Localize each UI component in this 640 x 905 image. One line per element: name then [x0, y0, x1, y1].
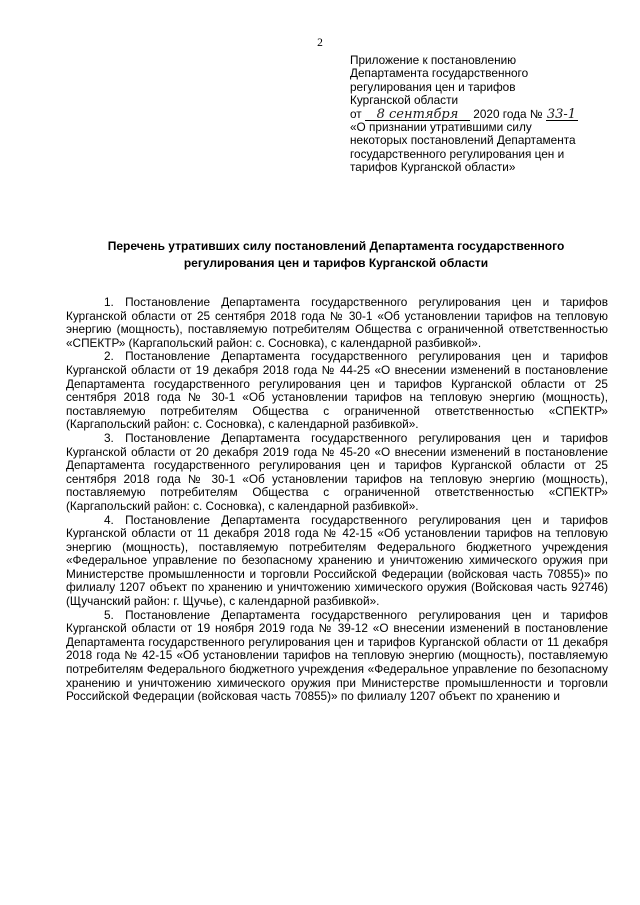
- list-item: 2. Постановление Департамента государственного регулирования цен и тарифов Курганской области от 19 декабря 2018 года № 44-25 «О внесении изменений в постановление Департамента государственного регулирования цен и тарифов Курганской области от 25 сентября 2018 года № 30-1 «Об установлении тарифов на тепловую энергию (мощность), поставляемую потребителям Общества с ограниченной ответственностью «СПЕКТР» (Каргапольский район: с. Сосновка), с календарной разбивкой».: [66, 349, 608, 432]
- appendix-line-2: Департамента государственного: [350, 66, 529, 81]
- list-item: 4. Постановление Департамента государственного регулирования цен и тарифов Курганской области от 11 декабря 2018 года № 42-15 «Об установлении тарифов на тепловую энергию (мощность), поставляемую потребителям Федерального бюджетного учреждения «Федеральное управление по безопасному хранению и уничтожению химического оружия при Министерстве промышленности и торговли Российской Федерации (войсковая часть 70855)» по филиалу 1207 объект по хранению и уничтожению химического оружия (Войсковая часть 92746) (Щучанский район: г. Щучье), с календарной разбивкой».: [66, 512, 608, 609]
- page-number: 2: [317, 37, 323, 49]
- appendix-date-line: [350, 108, 615, 121]
- appendix-line-3: регулирования цен и тарифов: [350, 79, 516, 94]
- handwritten-date: 8 сентября: [365, 109, 470, 121]
- appendix-block: [350, 54, 615, 175]
- date-prefix: от: [350, 106, 362, 121]
- appendix-subject-line-4: тарифов Курганской области»: [350, 160, 516, 175]
- appendix-line-4: Курганской области: [350, 93, 459, 108]
- appendix-subject-line-1: «О признании утратившими силу: [350, 120, 532, 135]
- appendix-subject-line-2: некоторых постановлений Департамента: [350, 133, 576, 148]
- year-text: 2020 года №: [473, 106, 543, 121]
- list-item: 5. Постановление Департамента государственного регулирования цен и тарифов Курганской области от 19 ноября 2019 года № 39-12 «О внесении изменений в постановление Департамента государственного регулирования цен и тарифов Курганской области от 11 декабря 2018 года № 42-15 «Об установлении тарифов на тепловую энергию (мощность), поставляемую потребителям Федерального бюджетного учреждения «Федеральное управление по безопасному хранению и уничтожению химического оружия при Министерстве промышленности и торговли Российской Федерации (войсковая часть 70855)» по филиалу 1207 объект по хранению и: [66, 607, 608, 704]
- list-item: 1. Постановление Департамента государственного регулирования цен и тарифов Курганской области от 25 сентября 2018 года № 30-1 «Об установлении тарифов на тепловую энергию (мощность), поставляемую потребителям Общества с ограниченной ответственностью «СПЕКТР» (Каргапольский район: с. Сосновка), с календарной разбивкой».: [66, 295, 608, 350]
- appendix-subject-line-3: государственного регулирования цен и: [350, 146, 565, 161]
- handwritten-number: 33-1: [546, 106, 577, 122]
- document-body: [66, 296, 608, 704]
- document-title: Перечень утративших силу постановлений Департамента государственного регулирования цен и тарифов Курганской области: [107, 239, 565, 270]
- appendix-line-1: Приложение к постановлению: [350, 53, 517, 67]
- list-item: 3. Постановление Департамента государственного регулирования цен и тарифов Курганской области от 20 декабря 2019 года № 45-20 «О внесении изменений в постановление Департамента государственного регулирования цен и тарифов Курганской области от 25 сентября 2018 года № 30-1 «Об установлении тарифов на тепловую энергию (мощность), поставляемую потребителям Общества с ограниченной ответственностью «СПЕКТР» (Каргапольский район: с. Сосновка), с календарной разбивкой».: [66, 430, 608, 513]
